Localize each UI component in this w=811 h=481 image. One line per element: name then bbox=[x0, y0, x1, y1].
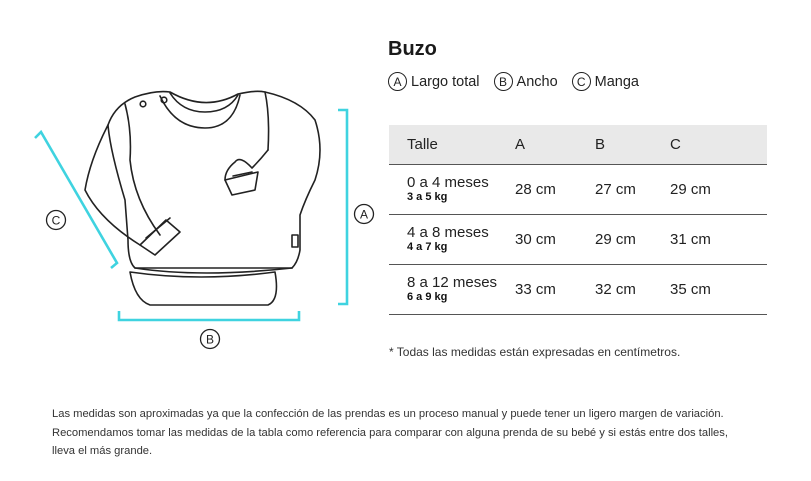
cell-talle bbox=[389, 164, 515, 214]
sweater-right-sleeve bbox=[265, 92, 269, 150]
legend-item-c bbox=[572, 72, 639, 91]
header-talle: Talle bbox=[389, 125, 515, 164]
table-row bbox=[389, 164, 767, 214]
talle-weight: 6 a 9 kg bbox=[407, 290, 448, 303]
legend-item-a bbox=[388, 72, 480, 91]
legend-circle-b: B bbox=[494, 72, 513, 91]
header-b: B bbox=[595, 125, 670, 164]
product-title: Buzo bbox=[388, 38, 437, 60]
talle-range: 4 a 8 meses bbox=[407, 223, 489, 241]
size-table bbox=[389, 125, 767, 315]
guide-a bbox=[338, 110, 347, 304]
talle-range: 0 a 4 meses bbox=[407, 173, 489, 191]
cell-talle bbox=[389, 264, 515, 314]
sweater-left-sleeve bbox=[85, 125, 140, 245]
label-c: C bbox=[51, 213, 61, 228]
cell-c: 31 cm bbox=[670, 214, 767, 264]
sweater-body-outline bbox=[108, 91, 320, 268]
header-a: A bbox=[515, 125, 595, 164]
cell-a: 30 cm bbox=[515, 214, 595, 264]
table-header-row bbox=[389, 125, 767, 164]
table-row bbox=[389, 214, 767, 264]
sweater-waistband bbox=[130, 272, 276, 305]
cell-b: 27 cm bbox=[595, 164, 670, 214]
cell-a: 28 cm bbox=[515, 164, 595, 214]
cell-a: 33 cm bbox=[515, 264, 595, 314]
legend-circle-a: A bbox=[388, 72, 407, 91]
label-b: B bbox=[205, 332, 215, 347]
shoulder-button-1 bbox=[140, 101, 146, 107]
talle-range: 8 a 12 meses bbox=[407, 273, 498, 291]
legend-circle-c: C bbox=[572, 72, 591, 91]
legend-label-c: Manga bbox=[594, 73, 639, 90]
cell-talle bbox=[389, 214, 515, 264]
talle-weight: 4 a 7 kg bbox=[407, 240, 448, 253]
table-row bbox=[389, 264, 767, 314]
cell-b: 29 cm bbox=[595, 214, 670, 264]
legend-label-b: Ancho bbox=[516, 73, 558, 90]
header-c: C bbox=[670, 125, 767, 164]
guide-c bbox=[35, 132, 117, 268]
measurement-footnote: * Todas las medidas están expresadas en centímetros. bbox=[389, 345, 681, 359]
cell-c: 29 cm bbox=[670, 164, 767, 214]
cell-c: 35 cm bbox=[670, 264, 767, 314]
disclaimer-text: Las medidas son aproximadas ya que la confección de las prendas es un proceso manual y puede tener un ligero margen de variación. Recomendamos tomar las medidas de la tabla como referencia para comparar con alguna prenda de su bebé y si estás entre dos talles, lleva el más grande. bbox=[52, 408, 728, 457]
legend-label-a: Largo total bbox=[411, 73, 480, 90]
guide-b bbox=[119, 311, 299, 320]
measurement-legend bbox=[388, 72, 653, 91]
side-tag bbox=[292, 235, 298, 247]
label-a: A bbox=[359, 207, 369, 222]
sweater-illustration bbox=[0, 0, 380, 380]
cell-b: 32 cm bbox=[595, 264, 670, 314]
sweater-right-cuff bbox=[225, 172, 258, 195]
legend-item-b bbox=[494, 72, 558, 91]
talle-weight: 3 a 5 kg bbox=[407, 190, 448, 203]
